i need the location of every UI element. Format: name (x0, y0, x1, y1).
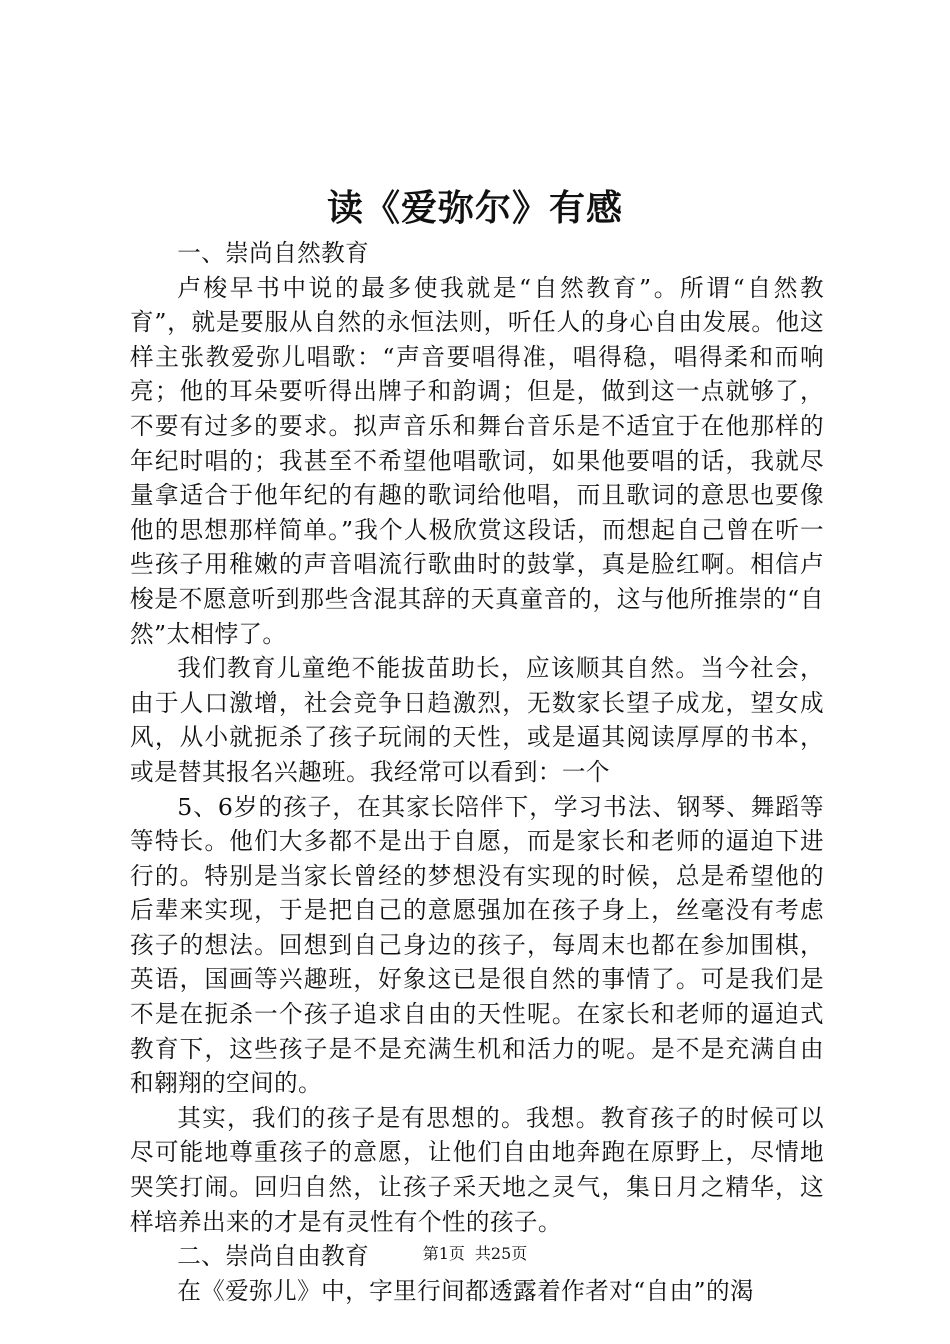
page-number: 第1页 (422, 1244, 465, 1263)
section-heading-1: 一、崇尚自然教育 (177, 239, 370, 267)
paragraph: 我们教育儿童绝不能拔苗助长，应该顺其自然。当今社会，由于人口激增，社会竞争日趋激烈，无数家长望子成龙，望女成风，从小就扼杀了孩子玩闹的天性，或是逼其阅读厚厚的书本，或是替其报名兴趣班。我经常可以看到：一个 (130, 654, 824, 786)
document-body (130, 236, 824, 1308)
paragraph: 在《爱弥儿》中，字里行间都透露着作者对“自由”的渴 (177, 1276, 754, 1305)
section-heading-2: 二、崇尚自由教育 (177, 1242, 370, 1271)
page-total: 共25页 (474, 1244, 528, 1263)
document-title: 读《爱弥尔》有感 (326, 187, 623, 229)
page-footer (0, 1243, 950, 1265)
paragraph: 卢梭早书中说的最多使我就是“自然教育”。所谓“自然教育”，就是要服从自然的永恒法则，听任人的身心自由发展。他这样主张教爱弥儿唱歌：“声音要唱得准，唱得稳，唱得柔和而响亮；他的耳朵要听得出牌子和韵调；但是，做到这一点就够了，不要有过多的要求。拟声音乐和舞台音乐是不适宜于在他那样的年纪时唱的；我甚至不希望他唱歌词，如果他要唱的话，我就尽量拿适合于他年纪的有趣的歌词给他唱，而且歌词的意思也要像他的思想那样简单。”我个人极欣赏这段话，而想起自己曾在听一些孩子用稚嫩的声音唱流行歌曲时的鼓掌，真是脸红啊。相信卢梭是不愿意听到那些含混其辞的天真童音的，这与他所推崇的“自然”太相悖了。 (130, 273, 824, 648)
paragraph: 其实，我们的孩子是有思想的。我想。教育孩子的时候可以尽可能地尊重孩子的意愿，让他们自由地奔跑在原野上，尽情地哭笑打闹。回归自然，让孩子采天地之灵气，集日月之精华，这样培养出来的才是有灵性有个性的孩子。 (130, 1103, 824, 1236)
paragraph: 5、6岁的孩子，在其家长陪伴下，学习书法、钢琴、舞蹈等等特长。他们大多都不是出于自愿，而是家长和老师的逼迫下进行的。特别是当家长曾经的梦想没有实现的时候，总是希望他的后辈来实现，于是把自己的意愿强加在孩子身上，丝毫没有考虑孩子的想法。回想到自己身边的孩子，每周末也都在参加围棋，英语，国画等兴趣班，好象这已是很自然的事情了。可是我们是不是在扼杀一个孩子追求自由的天性呢。在家长和老师的逼迫式教育下，这些孩子是不是充满生机和活力的呢。是不是充满自由和翱翔的空间的。 (130, 792, 824, 1098)
